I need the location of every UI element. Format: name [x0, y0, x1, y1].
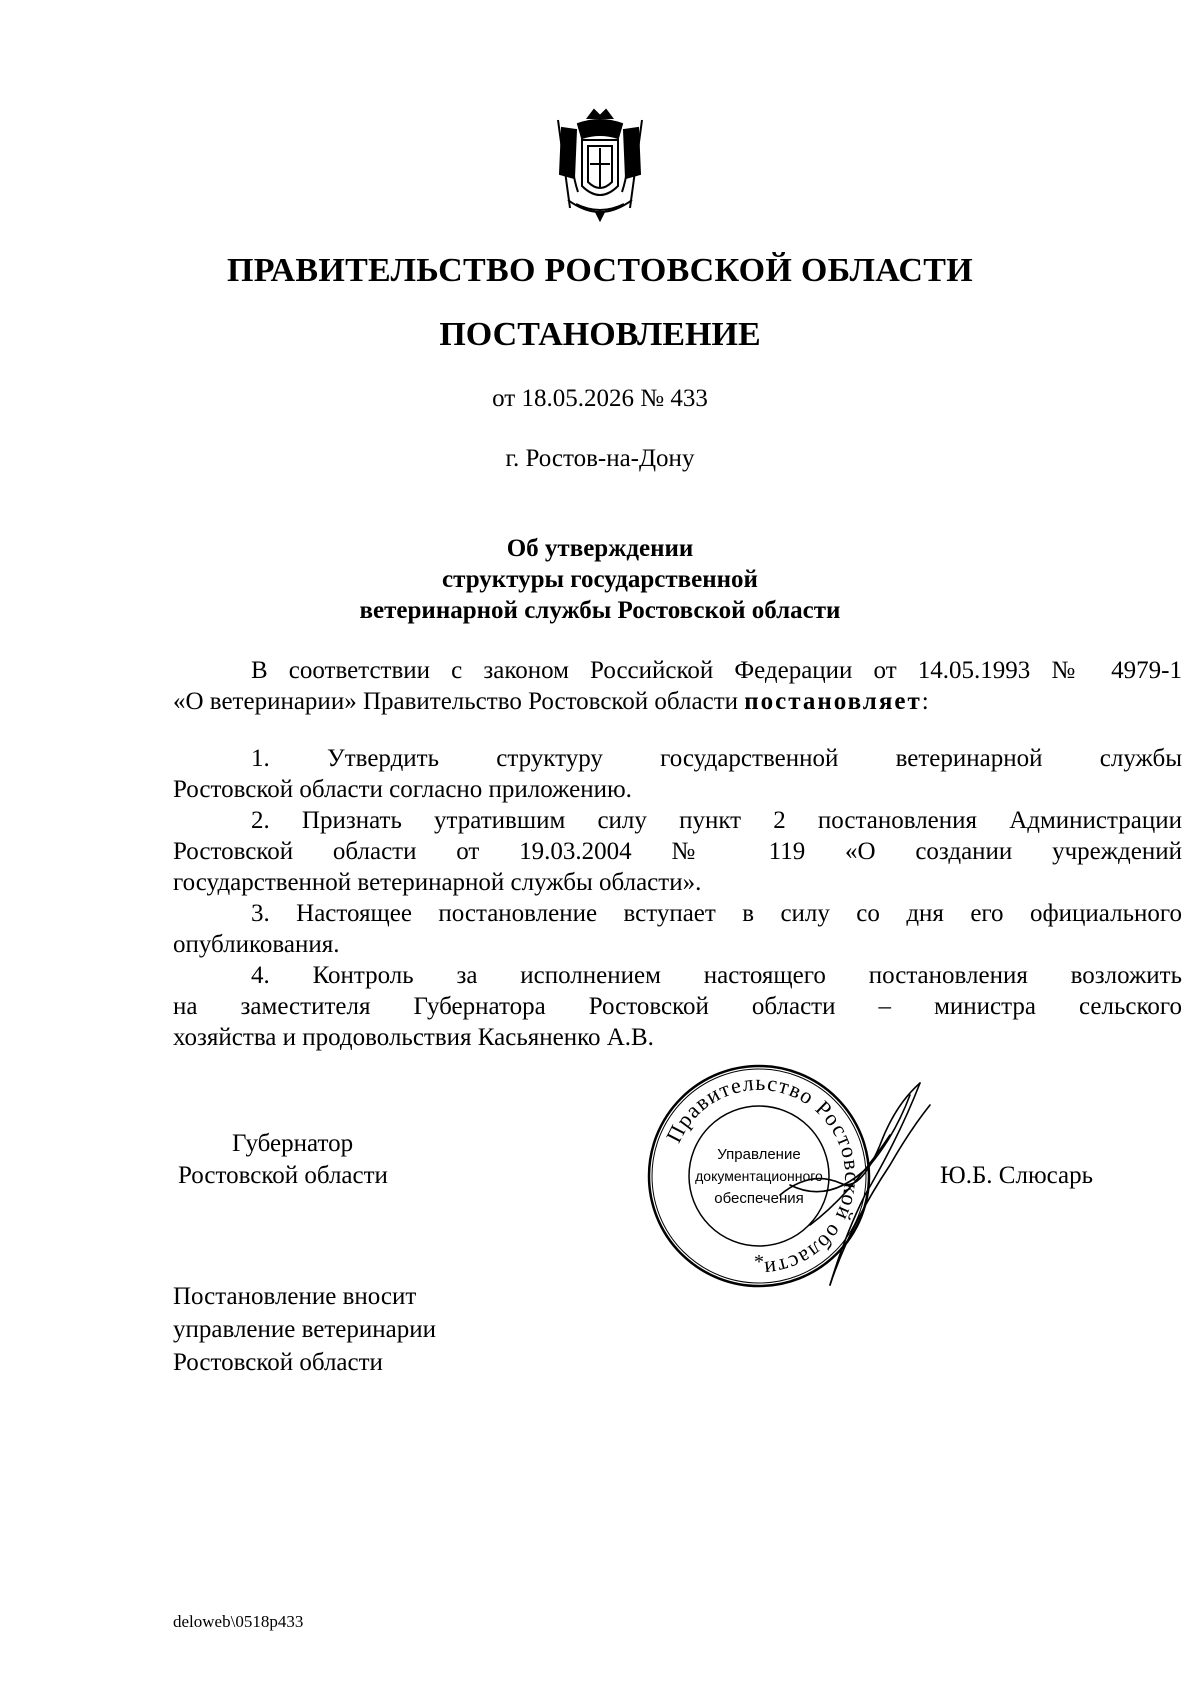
document-type: ПОСТАНОВЛЕНИЕ [439, 316, 761, 353]
rostov-region-coat-of-arms-emblem [548, 108, 652, 222]
submitted-by-line: управление ветеринарии [173, 1316, 437, 1343]
item-line: 1. Утвердить структуру государственной ветеринарной службы [251, 745, 1182, 772]
item-line: на заместителя Губернатора Ростовской области – министра сельского [173, 993, 1182, 1020]
preamble-colon: : [921, 688, 929, 715]
handwritten-signature [770, 1075, 950, 1295]
preamble-line [173, 686, 1182, 717]
decree-item-4 [173, 960, 1182, 1053]
document-subject [0, 533, 1200, 626]
date-number: от 18.05.2026 № 433 [492, 385, 708, 412]
submitted-by [173, 1280, 436, 1379]
decree-item-2 [173, 805, 1182, 898]
subject-line: структуры государственной [442, 566, 758, 593]
item-line: Ростовской области согласно приложению. [173, 776, 632, 803]
item-line: государственной ветеринарной службы области». [173, 869, 702, 896]
stamp-ring-text: Правительство Ростовской области [660, 1069, 866, 1283]
file-code: deloweb\0518p433 [173, 1612, 304, 1631]
subject-line: ветеринарной службы Ростовской области [359, 597, 841, 624]
signer-position-line2: Ростовской области [178, 1162, 388, 1189]
item-line: Ростовской области от 19.03.2004 № 119 «О создании учреждений [173, 838, 1182, 865]
decree-items [173, 743, 1182, 1053]
stamp-inner-line: документационного [695, 1168, 823, 1184]
organization-title: ПРАВИТЕЛЬСТВО РОСТОВСКОЙ ОБЛАСТИ [227, 252, 973, 289]
stamp-inner-line: Управление [717, 1146, 801, 1163]
stamp-inner-line: обеспечения [714, 1190, 804, 1207]
item-line: опубликования. [173, 931, 340, 958]
decree-item-3 [173, 898, 1182, 960]
item-line: 4. Контроль за исполнением настоящего постановления возложить [251, 962, 1182, 989]
signer-name: Ю.Б. Слюсарь [940, 1162, 1094, 1189]
stamp-star: * [754, 1251, 764, 1273]
preamble [173, 655, 1182, 717]
signer-position-line1: Губернатор [232, 1130, 354, 1157]
submitted-by-line: Постановление вносит [173, 1283, 417, 1310]
decree-item-1 [173, 743, 1182, 805]
item-line: 2. Признать утратившим силу пункт 2 постановления Администрации [251, 807, 1182, 834]
city: г. Ростов-на-Дону [505, 445, 695, 472]
preamble-line: В соответствии с законом Российской Федерации от 14.05.1993 № 4979-1 [251, 657, 1182, 684]
item-line: 3. Настоящее постановление вступает в силу со дня его официального [251, 900, 1182, 927]
preamble-text: «О ветеринарии» Правительство Ростовской области [173, 688, 745, 715]
submitted-by-line: Ростовской области [173, 1349, 383, 1376]
item-line: хозяйства и продовольствия Касьяненко А.В. [173, 1024, 654, 1051]
subject-line: Об утверждении [506, 535, 694, 562]
decree-keyword: постановляет [744, 688, 922, 715]
